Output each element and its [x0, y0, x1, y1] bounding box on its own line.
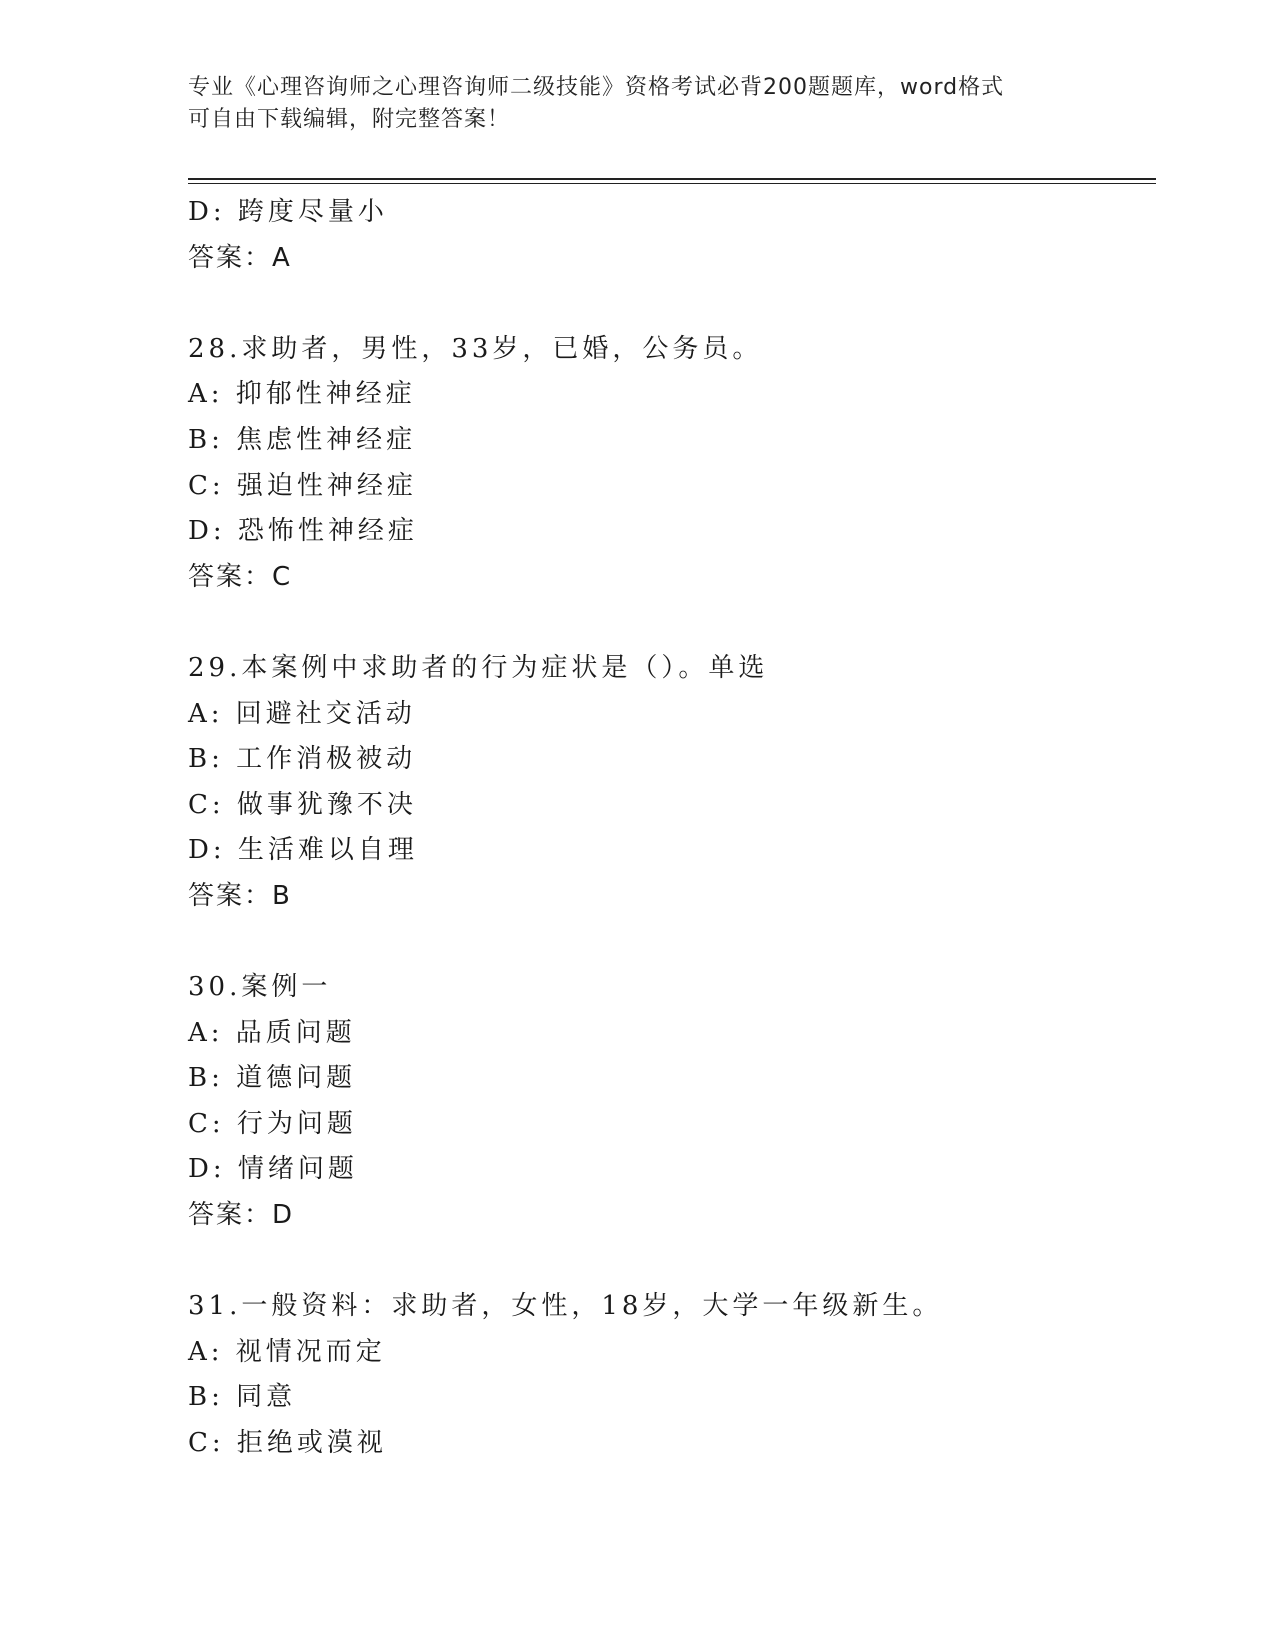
header-line-1: 专业《心理咨询师之心理咨询师二级技能》资格考试必背200题题库，word格式 — [188, 75, 1005, 100]
option-d: D: 生活难以自理 — [188, 835, 418, 866]
question-stem: 29.本案例中求助者的行为症状是（）。单选 — [188, 652, 769, 683]
option-a: A: 视情况而定 — [188, 1336, 386, 1367]
question-block-29 — [188, 646, 1148, 920]
option-a: A: 回避社交活动 — [188, 698, 416, 729]
answer-line: 答案：D — [188, 1200, 295, 1231]
document-header — [188, 72, 1088, 136]
option-b: B: 同意 — [188, 1382, 297, 1413]
answer-line: 答案：C — [188, 561, 293, 592]
header-line-2: 可自由下载编辑，附完整答案！ — [188, 107, 511, 132]
option-a: A: 抑郁性神经症 — [188, 379, 416, 410]
option-c: C: 拒绝或漠视 — [188, 1428, 387, 1459]
spacer — [188, 920, 1148, 966]
question-block-prev — [188, 190, 1148, 281]
option-c: C: 强迫性神经症 — [188, 470, 417, 501]
option-b: B: 工作消极被动 — [188, 744, 417, 775]
option-c: C: 行为问题 — [188, 1108, 357, 1139]
option-b: B: 焦虑性神经症 — [188, 424, 417, 455]
answer-line: 答案：B — [188, 880, 292, 911]
question-stem: 30.案例一 — [188, 972, 332, 1003]
question-stem: 28.求助者，男性，33岁，已婚，公务员。 — [188, 333, 763, 364]
spacer — [188, 600, 1148, 646]
question-list — [188, 190, 1148, 1467]
option-d: D: 情绪问题 — [188, 1154, 358, 1185]
spacer — [188, 281, 1148, 327]
option-b: B: 道德问题 — [188, 1063, 357, 1094]
option-a: A: 品质问题 — [188, 1017, 356, 1048]
header-divider-thick — [188, 178, 1156, 180]
answer-line: 答案：A — [188, 242, 292, 273]
option-d: D: 跨度尽量小 — [188, 197, 388, 227]
option-c: C: 做事犹豫不决 — [188, 789, 417, 820]
question-block-30 — [188, 965, 1148, 1239]
question-stem: 31.一般资料：求助者，女性，18岁，大学一年级新生。 — [188, 1291, 943, 1322]
option-d: D: 恐怖性神经症 — [188, 516, 418, 547]
question-block-28 — [188, 327, 1148, 601]
question-block-31 — [188, 1284, 1148, 1466]
header-divider-thin — [188, 183, 1156, 184]
spacer — [188, 1239, 1148, 1285]
